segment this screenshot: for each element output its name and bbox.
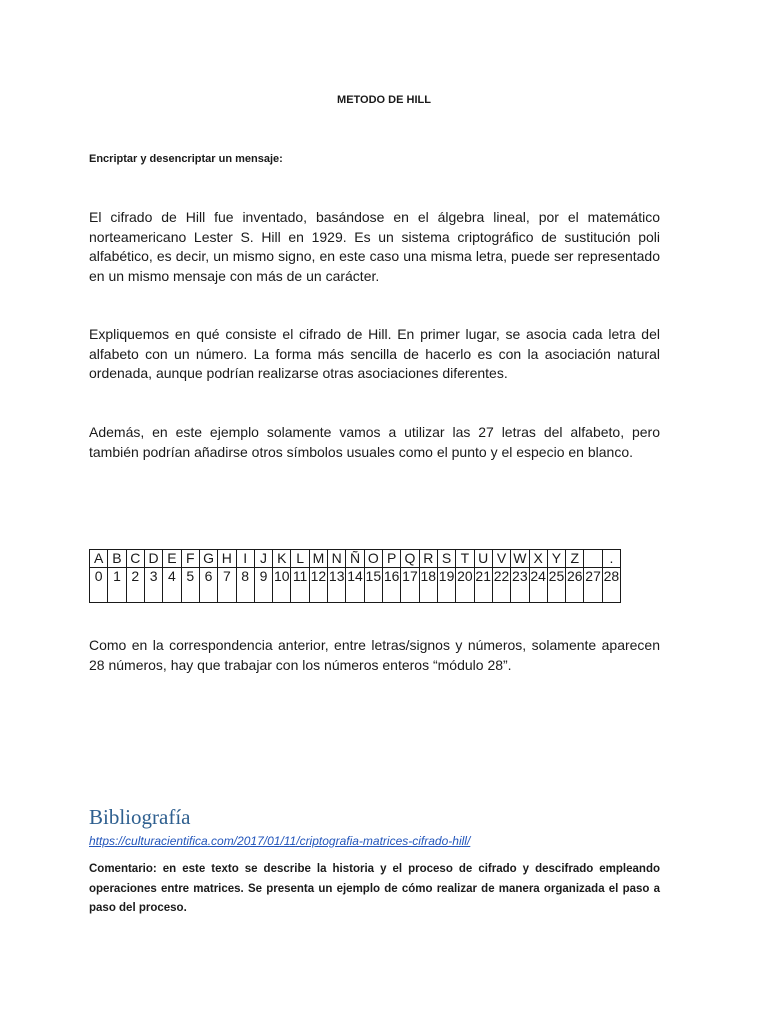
letter-cell: W	[511, 550, 529, 568]
number-cell: 15	[364, 568, 382, 603]
number-cell: 4	[163, 568, 181, 603]
number-cell: 14	[346, 568, 364, 603]
number-cell: 20	[456, 568, 474, 603]
number-cell: 3	[144, 568, 162, 603]
letter-cell: M	[309, 550, 327, 568]
letter-cell: A	[90, 550, 108, 568]
letter-cell	[584, 550, 602, 568]
letter-cell: I	[236, 550, 254, 568]
letter-cell: O	[364, 550, 382, 568]
number-cell: 27	[584, 568, 602, 603]
number-cell: 0	[90, 568, 108, 603]
numbers-row	[90, 568, 658, 603]
number-cell: 17	[401, 568, 419, 603]
letter-cell: .	[602, 550, 620, 568]
letter-cell: V	[492, 550, 510, 568]
number-cell: 5	[181, 568, 199, 603]
letter-cell: E	[163, 550, 181, 568]
number-cell: 2	[126, 568, 144, 603]
bibliography-link[interactable]: https://culturacientifica.com/2017/01/11/criptografia-matrices-cifrado-hill/	[89, 834, 471, 848]
letter-cell: N	[328, 550, 346, 568]
number-cell: 25	[547, 568, 565, 603]
document-title: METODO DE HILL	[337, 94, 431, 106]
number-cell: 26	[566, 568, 584, 603]
number-cell: 8	[236, 568, 254, 603]
letter-cell: Y	[547, 550, 565, 568]
paragraph-explanation: Expliquemos en qué consiste el cifrado de Hill. En primer lugar, se asocia cada letra del alfabeto con un número. La forma más sencilla de hacerlo es con la asociación natural ordenada, aunque podrían realizarse otras asociaciones diferentes.	[89, 326, 660, 381]
letter-cell: B	[108, 550, 126, 568]
document-subtitle: Encriptar y desencriptar un mensaje:	[89, 153, 283, 165]
letter-cell: R	[419, 550, 437, 568]
paragraph-alphabet: Además, en este ejemplo solamente vamos a utilizar las 27 letras del alfabeto, pero también podrían añadirse otros símbolos usuales como el punto y el especio en blanco.	[89, 424, 660, 460]
letter-cell: X	[529, 550, 547, 568]
letter-cell: Z	[566, 550, 584, 568]
number-cell: 6	[199, 568, 217, 603]
number-cell: 23	[511, 568, 529, 603]
letter-cell: F	[181, 550, 199, 568]
letter-cell: G	[199, 550, 217, 568]
number-cell: 12	[309, 568, 327, 603]
letter-cell: Ñ	[346, 550, 364, 568]
letters-row	[90, 550, 658, 568]
letter-cell: Q	[401, 550, 419, 568]
letter-cell: U	[474, 550, 492, 568]
letter-cell: L	[291, 550, 309, 568]
number-cell: 13	[328, 568, 346, 603]
number-cell: 21	[474, 568, 492, 603]
number-cell: 9	[254, 568, 272, 603]
bibliography-heading: Bibliografía	[89, 805, 191, 829]
letter-cell: J	[254, 550, 272, 568]
letter-cell: S	[437, 550, 455, 568]
letter-cell: D	[144, 550, 162, 568]
paragraph-intro: El cifrado de Hill fue inventado, basándose en el álgebra lineal, por el matemático norteamericano Lester S. Hill en 1929. Es un sistema criptográfico de sustitución poli alfabético, es decir, un mismo signo, en este caso una misma letra, puede ser representado en un mismo mensaje con más de un carácter.	[89, 209, 660, 284]
bibliography-comment: Comentario: en este texto se describe la historia y el proceso de cifrado y descifrado empleando operaciones entre matrices. Se presenta un ejemplo de cómo realizar de manera organizada el paso a paso del proceso.	[89, 863, 660, 914]
number-cell: 18	[419, 568, 437, 603]
number-cell: 28	[602, 568, 620, 603]
letter-number-table	[89, 549, 658, 603]
number-cell: 22	[492, 568, 510, 603]
letter-cell: P	[383, 550, 401, 568]
number-cell: 24	[529, 568, 547, 603]
paragraph-modulo: Como en la correspondencia anterior, entre letras/signos y números, solamente aparecen 28 números, hay que trabajar con los números enteros “módulo 28”.	[89, 637, 660, 673]
letter-cell: C	[126, 550, 144, 568]
letter-cell: T	[456, 550, 474, 568]
number-cell: 1	[108, 568, 126, 603]
letter-cell: K	[273, 550, 291, 568]
number-cell: 11	[291, 568, 309, 603]
letter-cell: H	[218, 550, 236, 568]
number-cell: 7	[218, 568, 236, 603]
number-cell: 16	[383, 568, 401, 603]
number-cell: 19	[437, 568, 455, 603]
number-cell: 10	[273, 568, 291, 603]
